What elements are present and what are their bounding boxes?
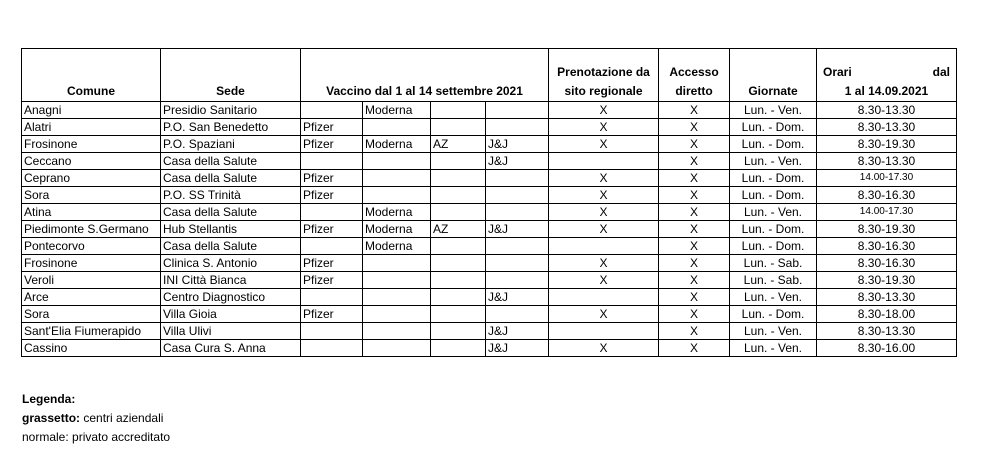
orari-cell: 8.30-19.30 bbox=[817, 221, 957, 238]
vaccine-moderna-cell bbox=[363, 323, 431, 340]
table-row bbox=[22, 289, 957, 306]
table-row bbox=[22, 221, 957, 238]
comune-cell: Ceprano bbox=[22, 170, 161, 187]
accesso-cell: X bbox=[659, 187, 730, 204]
comune-cell: Frosinone bbox=[22, 136, 161, 153]
vaccine-az-cell bbox=[431, 323, 486, 340]
vaccine-az-cell bbox=[431, 119, 486, 136]
giornate-cell: Lun. - Ven. bbox=[730, 340, 817, 357]
vaccination-schedule-table bbox=[21, 48, 957, 357]
giornate-cell: Lun. - Dom. bbox=[730, 187, 817, 204]
sede-cell: Casa Cura S. Anna bbox=[161, 340, 301, 357]
prenotazione-cell: X bbox=[549, 170, 659, 187]
prenotazione-cell: X bbox=[549, 204, 659, 221]
legend-normal-line: normale: privato accreditato bbox=[22, 430, 171, 444]
giornate-cell: Lun. - Ven. bbox=[730, 153, 817, 170]
header-orari bbox=[817, 49, 957, 102]
vaccine-az-cell bbox=[431, 204, 486, 221]
orari-cell: 8.30-16.30 bbox=[817, 238, 957, 255]
table-row bbox=[22, 238, 957, 255]
vaccine-jj-cell bbox=[486, 187, 549, 204]
vaccine-pfizer-cell bbox=[301, 153, 363, 170]
table-row bbox=[22, 153, 957, 170]
header-accesso: Accesso diretto bbox=[659, 49, 730, 102]
header-giornate: Giornate bbox=[730, 49, 817, 102]
vaccine-az-cell bbox=[431, 306, 486, 323]
prenotazione-cell: X bbox=[549, 187, 659, 204]
vaccine-az-cell: AZ bbox=[431, 221, 486, 238]
vaccine-moderna-cell bbox=[363, 340, 431, 357]
header-comune: Comune bbox=[22, 49, 161, 102]
table-row bbox=[22, 255, 957, 272]
accesso-cell: X bbox=[659, 289, 730, 306]
sede-cell: P.O. SS Trinità bbox=[161, 187, 301, 204]
orari-cell: 8.30-16.30 bbox=[817, 255, 957, 272]
vaccine-pfizer-cell bbox=[301, 340, 363, 357]
vaccine-pfizer-cell: Pfizer bbox=[301, 119, 363, 136]
accesso-cell: X bbox=[659, 340, 730, 357]
sede-cell: P.O. San Benedetto bbox=[161, 119, 301, 136]
giornate-cell: Lun. - Dom. bbox=[730, 306, 817, 323]
sede-cell: Villa Gioia bbox=[161, 306, 301, 323]
comune-cell: Cassino bbox=[22, 340, 161, 357]
accesso-cell: X bbox=[659, 170, 730, 187]
header-orari-word: Orari bbox=[823, 65, 852, 79]
vaccine-az-cell bbox=[431, 289, 486, 306]
comune-cell: Sora bbox=[22, 187, 161, 204]
vaccine-moderna-cell bbox=[363, 187, 431, 204]
giornate-cell: Lun. - Ven. bbox=[730, 204, 817, 221]
table-row bbox=[22, 306, 957, 323]
sede-cell: Casa della Salute bbox=[161, 204, 301, 221]
comune-cell: Atina bbox=[22, 204, 161, 221]
vaccine-jj-cell bbox=[486, 102, 549, 119]
vaccine-moderna-cell bbox=[363, 153, 431, 170]
vaccine-moderna-cell bbox=[363, 306, 431, 323]
vaccine-moderna-cell: Moderna bbox=[363, 221, 431, 238]
comune-cell: Ceccano bbox=[22, 153, 161, 170]
vaccine-jj-cell: J&J bbox=[486, 136, 549, 153]
vaccine-jj-cell bbox=[486, 238, 549, 255]
giornate-cell: Lun. - Dom. bbox=[730, 170, 817, 187]
comune-cell: Piedimonte S.Germano bbox=[22, 221, 161, 238]
table-row bbox=[22, 323, 957, 340]
accesso-cell: X bbox=[659, 306, 730, 323]
vaccine-pfizer-cell bbox=[301, 289, 363, 306]
vaccine-pfizer-cell bbox=[301, 238, 363, 255]
orari-cell: 14.00-17.30 bbox=[817, 170, 957, 187]
prenotazione-cell bbox=[549, 153, 659, 170]
accesso-cell: X bbox=[659, 119, 730, 136]
vaccine-az-cell: AZ bbox=[431, 136, 486, 153]
sede-cell: P.O. Spaziani bbox=[161, 136, 301, 153]
vaccine-moderna-cell: Moderna bbox=[363, 102, 431, 119]
comune-cell: Sora bbox=[22, 306, 161, 323]
prenotazione-cell: X bbox=[549, 255, 659, 272]
giornate-cell: Lun. - Ven. bbox=[730, 323, 817, 340]
accesso-cell: X bbox=[659, 204, 730, 221]
prenotazione-cell: X bbox=[549, 102, 659, 119]
table-row bbox=[22, 204, 957, 221]
header-vaccino: Vaccino dal 1 al 14 settembre 2021 bbox=[301, 49, 549, 102]
vaccine-az-cell bbox=[431, 102, 486, 119]
vaccine-pfizer-cell: Pfizer bbox=[301, 136, 363, 153]
vaccine-jj-cell: J&J bbox=[486, 289, 549, 306]
header-orari-range: 1 al 14.09.2021 bbox=[844, 84, 929, 98]
vaccine-jj-cell: J&J bbox=[486, 340, 549, 357]
vaccine-az-cell bbox=[431, 238, 486, 255]
vaccine-moderna-cell bbox=[363, 272, 431, 289]
comune-cell: Arce bbox=[22, 289, 161, 306]
vaccine-jj-cell bbox=[486, 272, 549, 289]
orari-cell: 8.30-13.30 bbox=[817, 323, 957, 340]
sede-cell: INI Città Bianca bbox=[161, 272, 301, 289]
vaccine-jj-cell bbox=[486, 255, 549, 272]
vaccine-jj-cell: J&J bbox=[486, 221, 549, 238]
orari-cell: 8.30-16.30 bbox=[817, 187, 957, 204]
orari-cell: 8.30-13.30 bbox=[817, 153, 957, 170]
comune-cell: Pontecorvo bbox=[22, 238, 161, 255]
legend-bold-label: grassetto: bbox=[22, 411, 81, 425]
vaccine-az-cell bbox=[431, 272, 486, 289]
orari-cell: 8.30-13.30 bbox=[817, 102, 957, 119]
header-row bbox=[22, 49, 957, 102]
comune-cell: Frosinone bbox=[22, 255, 161, 272]
prenotazione-cell: X bbox=[549, 272, 659, 289]
prenotazione-cell bbox=[549, 323, 659, 340]
vaccine-az-cell bbox=[431, 153, 486, 170]
giornate-cell: Lun. - Dom. bbox=[730, 221, 817, 238]
vaccine-az-cell bbox=[431, 340, 486, 357]
orari-cell: 8.30-13.30 bbox=[817, 289, 957, 306]
accesso-cell: X bbox=[659, 323, 730, 340]
orari-cell: 8.30-19.30 bbox=[817, 272, 957, 289]
vaccine-moderna-cell: Moderna bbox=[363, 136, 431, 153]
legend-bold-line bbox=[22, 409, 170, 428]
vaccine-az-cell bbox=[431, 170, 486, 187]
legend-title: Legenda: bbox=[22, 392, 76, 406]
table-row bbox=[22, 187, 957, 204]
giornate-cell: Lun. - Sab. bbox=[730, 255, 817, 272]
orari-cell: 8.30-18.00 bbox=[817, 306, 957, 323]
vaccine-pfizer-cell bbox=[301, 102, 363, 119]
table-row bbox=[22, 102, 957, 119]
vaccine-jj-cell: J&J bbox=[486, 153, 549, 170]
vaccine-pfizer-cell: Pfizer bbox=[301, 272, 363, 289]
comune-cell: Veroli bbox=[22, 272, 161, 289]
vaccine-moderna-cell bbox=[363, 119, 431, 136]
sede-cell: Clinica S. Antonio bbox=[161, 255, 301, 272]
table-row bbox=[22, 272, 957, 289]
vaccine-jj-cell bbox=[486, 119, 549, 136]
table-row bbox=[22, 119, 957, 136]
comune-cell: Alatri bbox=[22, 119, 161, 136]
accesso-cell: X bbox=[659, 136, 730, 153]
legend-bold-desc: centri aziendali bbox=[80, 411, 164, 425]
vaccine-pfizer-cell bbox=[301, 204, 363, 221]
vaccine-jj-cell bbox=[486, 170, 549, 187]
accesso-cell: X bbox=[659, 153, 730, 170]
giornate-cell: Lun. - Dom. bbox=[730, 119, 817, 136]
giornate-cell: Lun. - Ven. bbox=[730, 289, 817, 306]
sede-cell: Villa Ulivi bbox=[161, 323, 301, 340]
prenotazione-cell: X bbox=[549, 306, 659, 323]
vaccine-jj-cell bbox=[486, 204, 549, 221]
orari-cell: 8.30-13.30 bbox=[817, 119, 957, 136]
prenotazione-cell: X bbox=[549, 136, 659, 153]
vaccine-pfizer-cell: Pfizer bbox=[301, 187, 363, 204]
legend bbox=[22, 390, 170, 447]
table-row bbox=[22, 340, 957, 357]
giornate-cell: Lun. - Ven. bbox=[730, 102, 817, 119]
sede-cell: Presidio Sanitario bbox=[161, 102, 301, 119]
header-prenotazione: Prenotazione da sito regionale bbox=[549, 49, 659, 102]
table-row bbox=[22, 136, 957, 153]
comune-cell: Sant'Elia Fiumerapido bbox=[22, 323, 161, 340]
accesso-cell: X bbox=[659, 255, 730, 272]
header-sede: Sede bbox=[161, 49, 301, 102]
vaccine-az-cell bbox=[431, 187, 486, 204]
prenotazione-cell bbox=[549, 289, 659, 306]
sede-cell: Hub Stellantis bbox=[161, 221, 301, 238]
table-row bbox=[22, 170, 957, 187]
comune-cell: Anagni bbox=[22, 102, 161, 119]
giornate-cell: Lun. - Sab. bbox=[730, 272, 817, 289]
vaccine-pfizer-cell: Pfizer bbox=[301, 170, 363, 187]
vaccine-pfizer-cell bbox=[301, 323, 363, 340]
orari-cell: 8.30-16.00 bbox=[817, 340, 957, 357]
vaccine-az-cell bbox=[431, 255, 486, 272]
vaccine-pfizer-cell: Pfizer bbox=[301, 255, 363, 272]
vaccine-moderna-cell bbox=[363, 170, 431, 187]
vaccine-jj-cell: J&J bbox=[486, 323, 549, 340]
prenotazione-cell: X bbox=[549, 340, 659, 357]
sede-cell: Casa della Salute bbox=[161, 170, 301, 187]
orari-cell: 14.00-17.30 bbox=[817, 204, 957, 221]
vaccine-jj-cell bbox=[486, 306, 549, 323]
vaccine-moderna-cell bbox=[363, 255, 431, 272]
prenotazione-cell: X bbox=[549, 221, 659, 238]
vaccine-moderna-cell: Moderna bbox=[363, 204, 431, 221]
giornate-cell: Lun. - Dom. bbox=[730, 136, 817, 153]
accesso-cell: X bbox=[659, 221, 730, 238]
prenotazione-cell bbox=[549, 238, 659, 255]
accesso-cell: X bbox=[659, 102, 730, 119]
vaccine-moderna-cell: Moderna bbox=[363, 238, 431, 255]
vaccine-moderna-cell bbox=[363, 289, 431, 306]
vaccine-pfizer-cell: Pfizer bbox=[301, 221, 363, 238]
sede-cell: Casa della Salute bbox=[161, 238, 301, 255]
header-orari-dal: dal bbox=[932, 65, 950, 79]
vaccine-pfizer-cell: Pfizer bbox=[301, 306, 363, 323]
giornate-cell: Lun. - Dom. bbox=[730, 238, 817, 255]
orari-cell: 8.30-19.30 bbox=[817, 136, 957, 153]
accesso-cell: X bbox=[659, 272, 730, 289]
sede-cell: Centro Diagnostico bbox=[161, 289, 301, 306]
sede-cell: Casa della Salute bbox=[161, 153, 301, 170]
prenotazione-cell: X bbox=[549, 119, 659, 136]
accesso-cell: X bbox=[659, 238, 730, 255]
